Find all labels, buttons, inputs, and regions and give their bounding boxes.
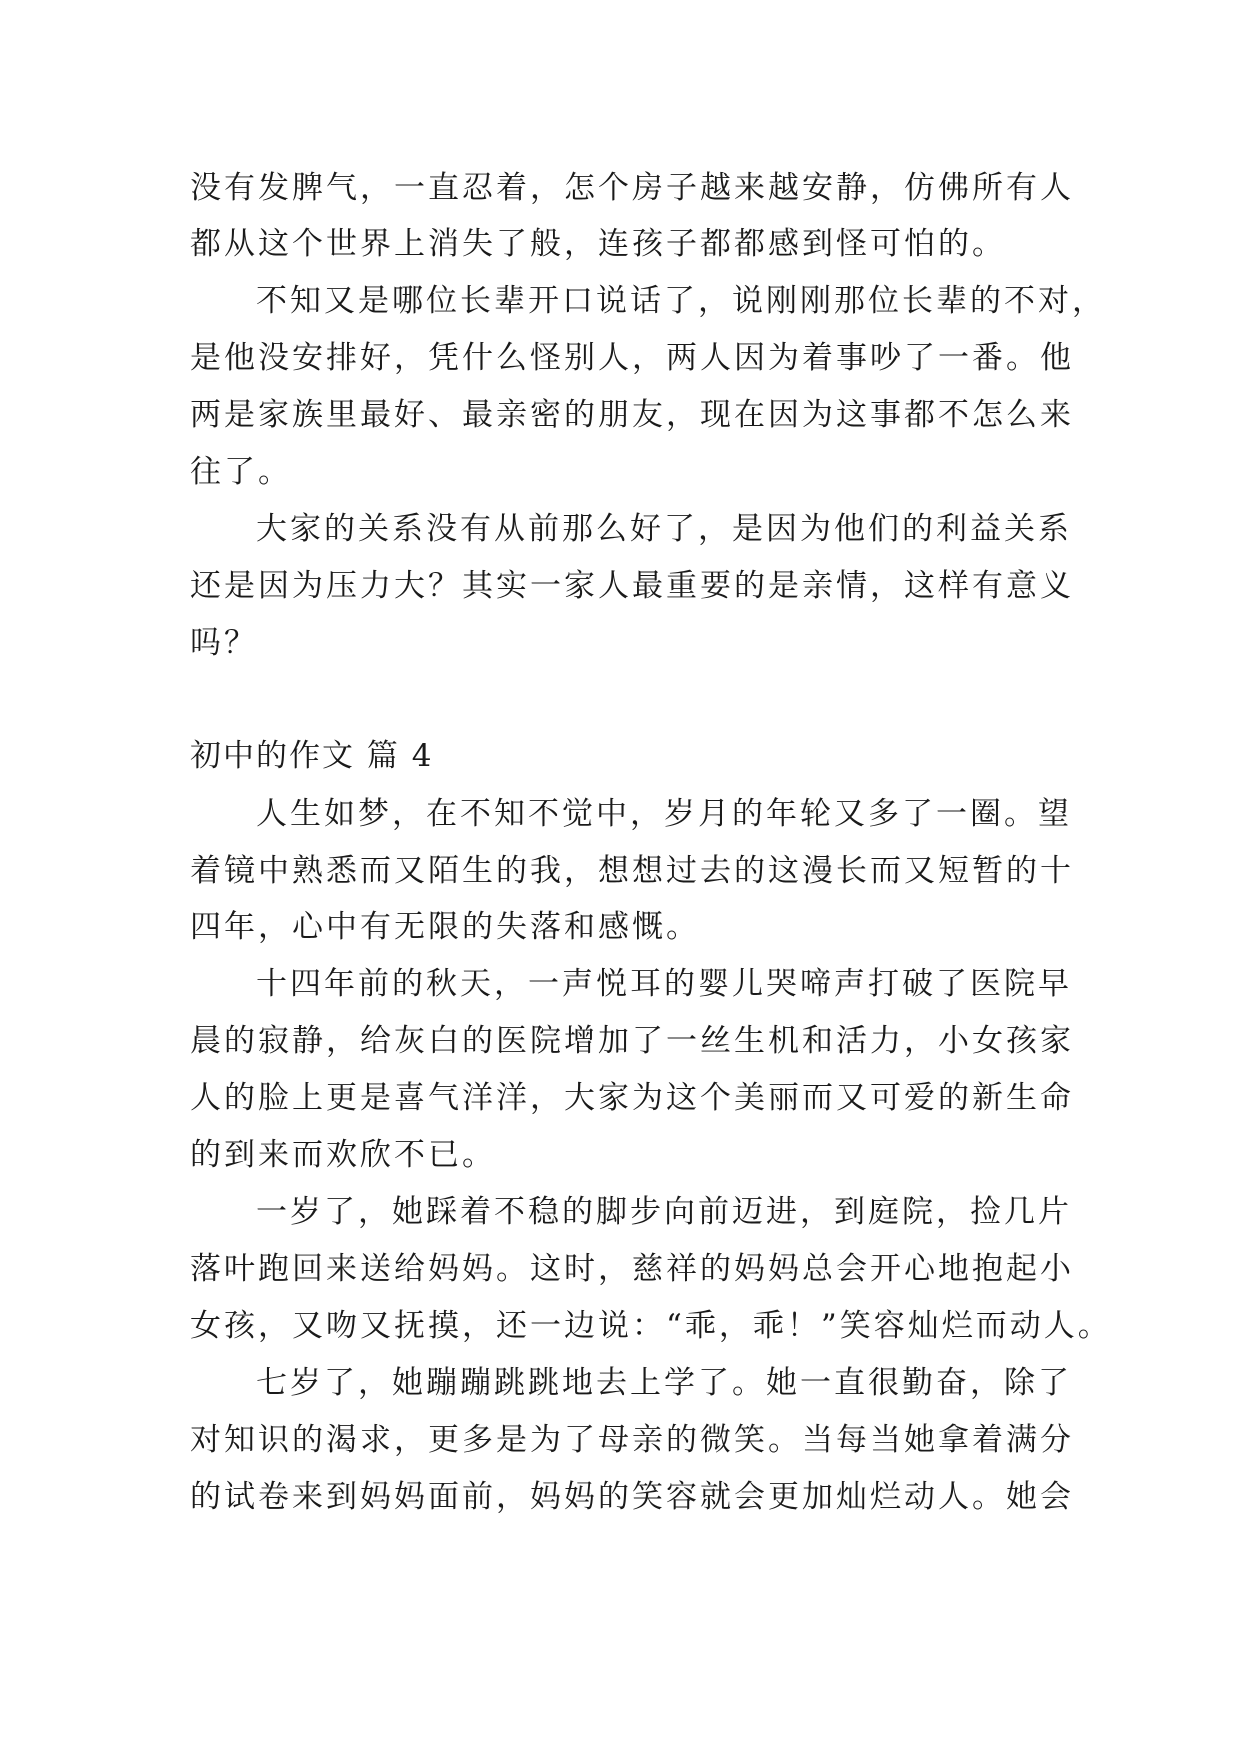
text-line: 落叶跑回来送给妈妈。这时，慈祥的妈妈总会开心地抱起小 (190, 1251, 1074, 1287)
text-line: 往了。 (190, 454, 292, 490)
text-line: 四年，心中有无限的失落和感慨。 (190, 909, 700, 945)
text-line: 的到来而欢欣不已。 (190, 1137, 496, 1173)
paragraph-start-line: 十四年前的秋天，一声悦耳的婴儿哭啼声打破了医院早 (256, 966, 1072, 1002)
text-line: 晨的寂静，给灰白的医院增加了一丝生机和活力，小女孩家 (190, 1023, 1074, 1059)
text-line: 对知识的渴求，更多是为了母亲的微笑。当每当她拿着满分 (190, 1422, 1074, 1458)
paragraph-start-line: 一岁了，她踩着不稳的脚步向前迈进，到庭院，捡几片 (256, 1194, 1072, 1230)
paragraph-start-line: 大家的关系没有从前那么好了，是因为他们的利益关系 (256, 511, 1072, 547)
paragraph-start-line: 不知又是哪位长辈开口说话了，说刚刚那位长辈的不对， (256, 283, 1106, 319)
text-line: 的试卷来到妈妈面前，妈妈的笑容就会更加灿烂动人。她会 (190, 1479, 1074, 1515)
section-heading: 初中的作文 篇 4 (190, 738, 434, 774)
text-line: 是他没安排好，凭什么怪别人，两人因为着事吵了一番。他 (190, 340, 1074, 376)
text-line: 人的脸上更是喜气洋洋，大家为这个美丽而又可爱的新生命 (190, 1080, 1074, 1116)
paragraph-start-line: 人生如梦，在不知不觉中，岁月的年轮又多了一圈。望 (256, 796, 1072, 832)
text-line: 都从这个世界上消失了般，连孩子都都感到怪可怕的。 (190, 226, 1006, 262)
text-line: 着镜中熟悉而又陌生的我，想想过去的这漫长而又短暂的十 (190, 853, 1074, 889)
text-line: 女孩，又吻又抚摸，还一边说：“乖，乖！”笑容灿烂而动人。 (190, 1308, 1112, 1344)
text-line: 吗？ (190, 625, 258, 661)
paragraph-start-line: 七岁了，她蹦蹦跳跳地去上学了。她一直很勤奋，除了 (256, 1365, 1072, 1401)
text-line: 没有发脾气，一直忍着，怎个房子越来越安静，仿佛所有人 (190, 170, 1074, 206)
text-line: 两是家族里最好、最亲密的朋友，现在因为这事都不怎么来 (190, 397, 1074, 433)
text-line: 还是因为压力大？其实一家人最重要的是亲情，这样有意义 (190, 568, 1074, 604)
